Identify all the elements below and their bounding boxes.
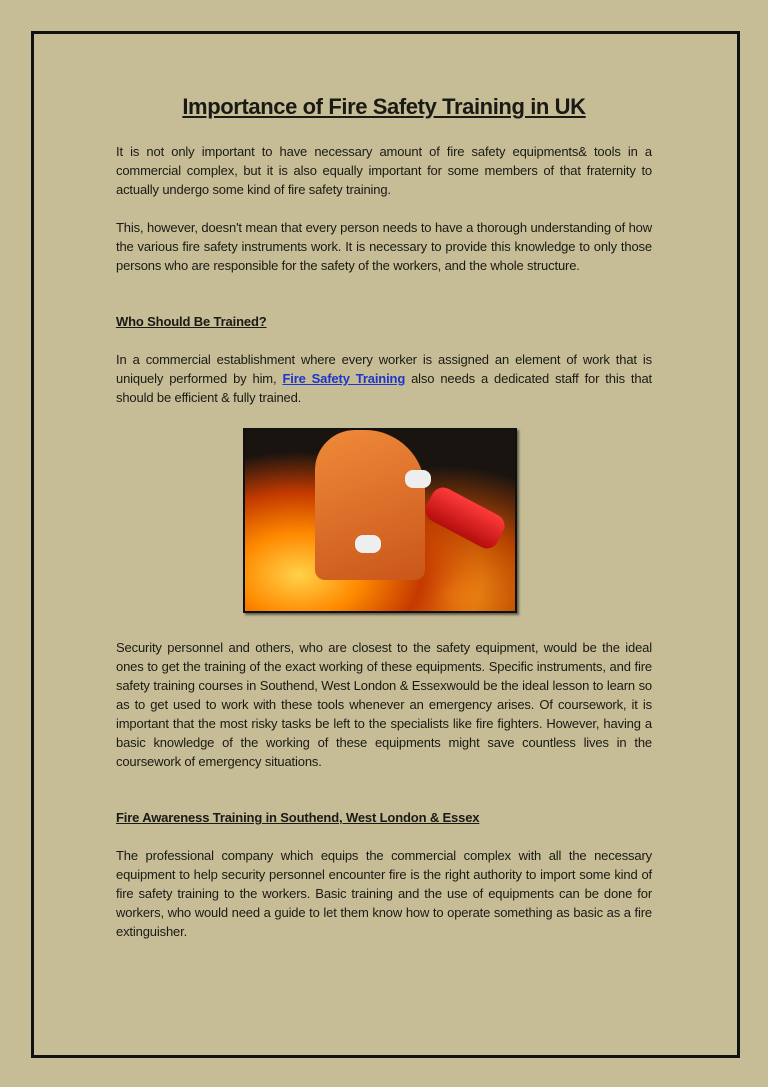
fire-safety-training-link[interactable]: Fire Safety Training [282,371,406,386]
text: In a commercial establishment where every worker is assigned an element of work that is uniquely performed by him, [116,352,652,386]
fire-extinguisher-photo [243,428,517,613]
text: also needs a dedicated staff for this that should be efficient & fully trained. [116,371,652,405]
firefighter-figure [315,430,425,580]
paragraph-understanding: This, however, doesn't mean that every person needs to have a thorough understanding of how the various fire safety instruments work. It is necessary to provide this knowledge to only those persons who are responsible for the safety of the workers, and the whole structure. [116,220,652,273]
paragraph-security-personnel: Security personnel and others, who are closest to the safety equipment, would be the ideal ones to get the training of the exact working of these equipments. Specific instruments, and fire safety training courses in Southend, West London & Essexwould be the ideal lesson to learn so as to get used to work with these tools whenever an emergency arises. Of coursework, it is important that the most risky tasks be left to the specialists like fire fighters. However, having a basic knowledge of the working of these equipments might save countless lives in the coursework of emergency situations. [116,640,652,769]
heading-fire-awareness: Fire Awareness Training in Southend, West London & Essex [116,810,480,825]
paragraph-professional-company: The professional company which equips the commercial complex with all the necessary equipment to help security personnel encounter fire is the right authority to import some kind of fire safety training to the workers. Basic training and the use of equipments can be done for workers, who would need a guide to let them know how to operate something as basic as a fire extinguisher. [116,848,652,939]
paragraph-intro: It is not only important to have necessary amount of fire safety equipments& tools in a commercial complex, but it is also equally important for some members of that fraternity to actually undergo some kind of fire safety training. [116,144,652,197]
heading-who-should-be-trained: Who Should Be Trained? [116,314,267,329]
page-title: Importance of Fire Safety Training in UK [182,94,586,119]
extinguisher-figure [421,483,509,552]
glove [355,535,381,553]
glove [405,470,431,488]
paragraph-commercial [116,350,652,407]
